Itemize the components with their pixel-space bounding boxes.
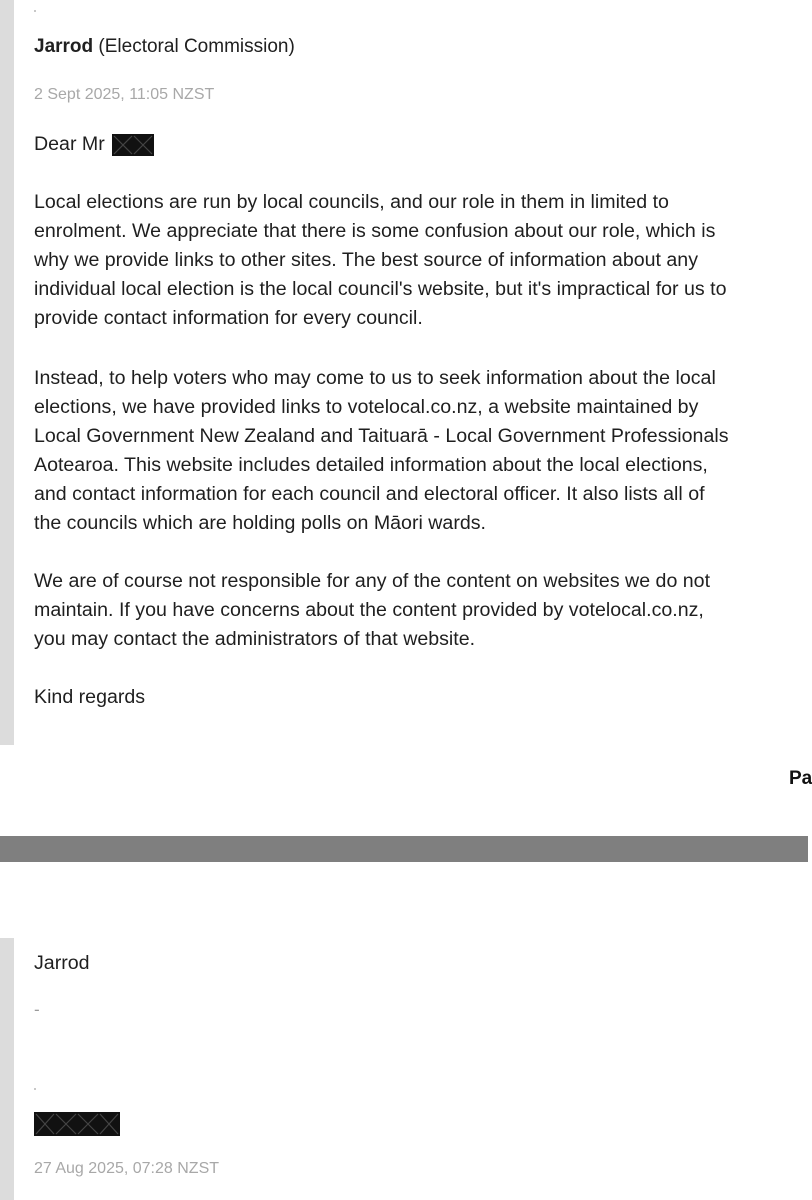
quote-bar — [0, 0, 14, 745]
greeting-line — [34, 130, 804, 159]
paragraph-line: you may contact the administrators of that website. — [34, 628, 476, 650]
paragraph-line: the councils which are holding polls on Māori wards. — [34, 512, 486, 534]
sender-org: (Electoral Commission) — [98, 36, 295, 57]
sender-name-2: Jarrod — [34, 952, 90, 974]
paragraph-line: Local Government New Zealand and Taituarā - Local Government Professionals — [34, 425, 729, 447]
greeting: Dear Mr — [34, 133, 105, 155]
message-timestamp: 2 Sept 2025, 11:05 NZST — [34, 86, 215, 103]
paragraph-line: and contact information for each council and electoral officer. It also lists all of — [34, 483, 705, 505]
signoff: Kind regards — [34, 686, 146, 708]
paragraph-line: Instead, to help voters who may come to us to seek information about the local — [34, 367, 716, 389]
paragraph-1 — [34, 188, 804, 333]
paragraph-line: individual local election is the local council's website, but it's impractical for us to — [34, 278, 727, 300]
paragraph-2 — [34, 364, 804, 538]
paragraph-3 — [34, 567, 804, 654]
paragraph-line: provide contact information for every council. — [34, 307, 423, 329]
paragraph-line: We are of course not responsible for any of the content on websites we do not — [34, 570, 711, 592]
redaction-block — [112, 134, 154, 156]
page-divider — [0, 836, 808, 862]
paragraph-line: why we provide links to other sites. The best source of information about any — [34, 249, 698, 271]
redaction-block — [34, 1112, 120, 1136]
separator-dot — [34, 10, 36, 12]
separator-dot — [34, 1088, 36, 1090]
paragraph-line: Aotearoa. This website includes detailed information about the local elections, — [34, 454, 708, 476]
paragraph-line: Local elections are run by local councils, and our role in them in limited to — [34, 191, 669, 213]
signature-dash: - — [34, 1000, 40, 1019]
message-timestamp-2: 27 Aug 2025, 07:28 NZST — [34, 1160, 220, 1177]
sender-name: Jarrod — [34, 36, 94, 57]
page-label: Pa — [789, 768, 812, 789]
quote-bar — [0, 938, 14, 1200]
paragraph-line: maintain. If you have concerns about the content provided by votelocal.co.nz, — [34, 599, 704, 621]
sender-line — [34, 36, 295, 58]
paragraph-line: elections, we have provided links to votelocal.co.nz, a website maintained by — [34, 396, 699, 418]
paragraph-line: enrolment. We appreciate that there is some confusion about our role, which is — [34, 220, 716, 242]
